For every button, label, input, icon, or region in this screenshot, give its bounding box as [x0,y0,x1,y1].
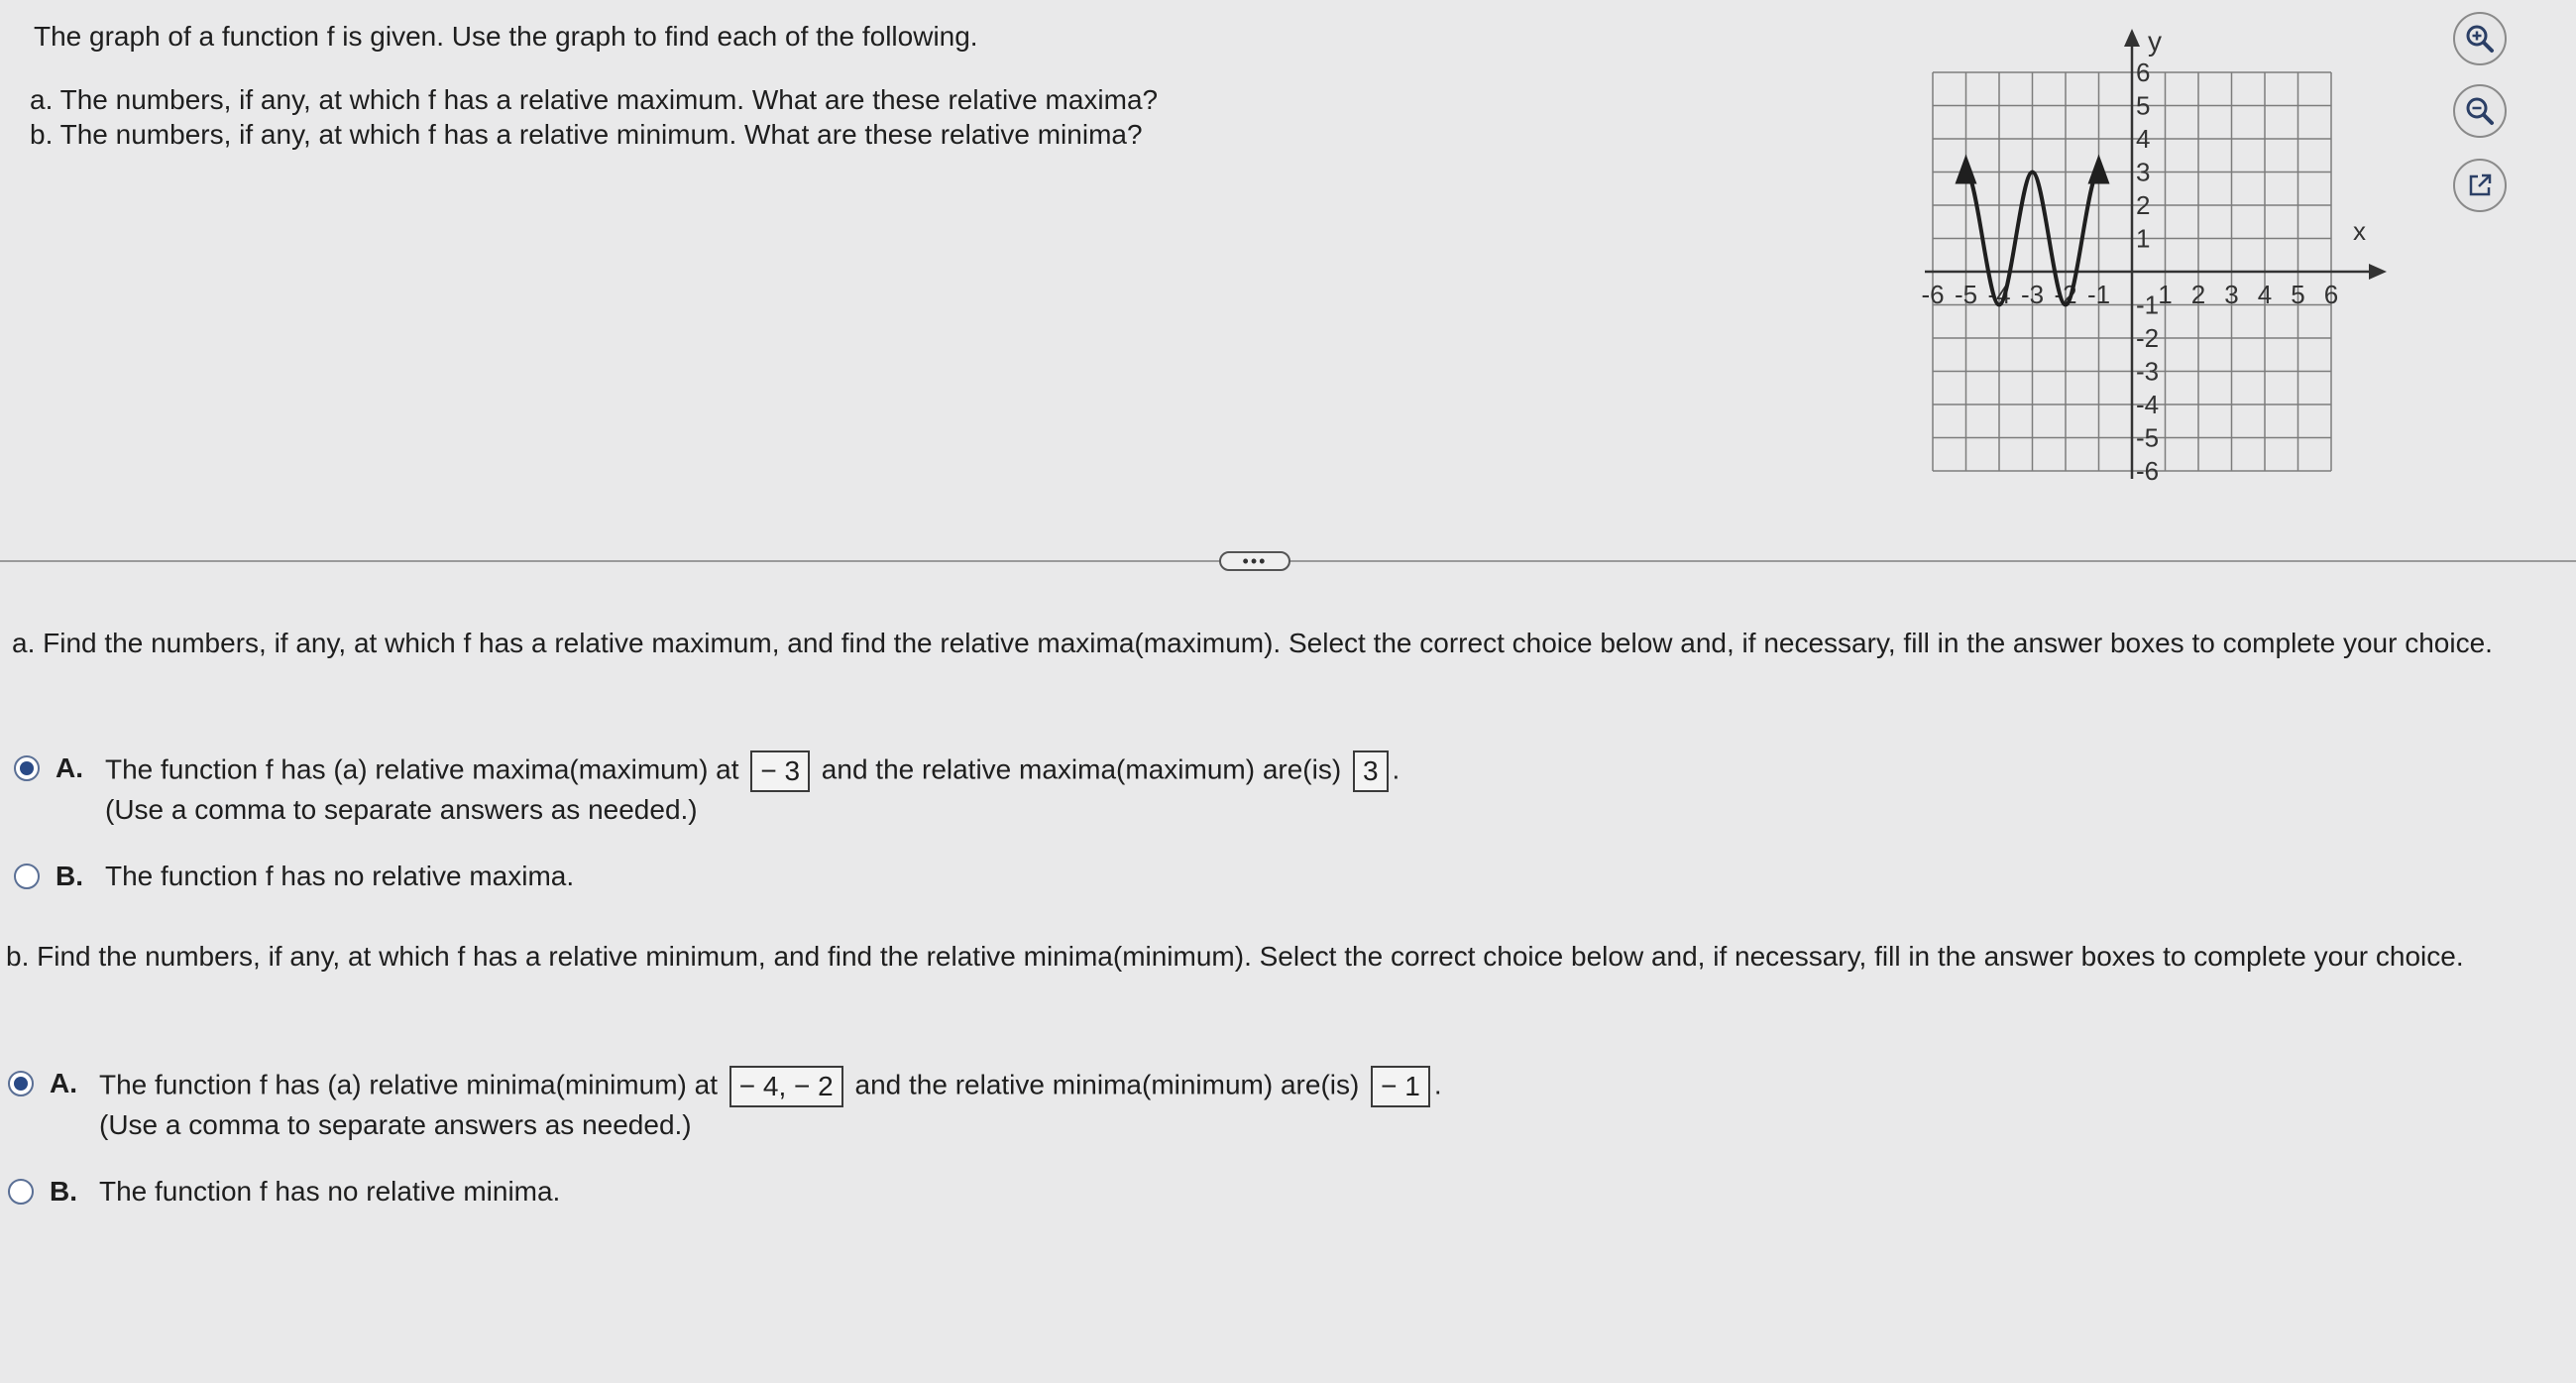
y-tick-label: 4 [2136,124,2151,154]
x-tick-label: -5 [1954,280,1978,309]
x-tick-label: -3 [2020,280,2045,309]
choice-text-before: The function f has (a) relative minima(minimum) at [99,1069,718,1100]
question-a-choice-a-radio[interactable] [14,755,40,781]
answer-box-min-value[interactable]: − 1 [1371,1066,1430,1107]
expand-handle[interactable]: ••• [1219,551,1290,571]
y-tick-label: 1 [2136,223,2151,254]
x-axis-arrow-icon [2369,264,2387,280]
choice-text: The function f has no relative maxima. [105,861,575,891]
choice-text-after: . [1433,1069,1442,1100]
x-tick-label: 2 [2190,280,2206,309]
choice-hint: (Use a comma to separate answers as needed.) [105,794,698,825]
x-tick-label: -2 [2054,280,2077,309]
question-b-choice-b-radio[interactable] [8,1179,34,1205]
choice-body [99,1066,1442,1143]
choice-letter: B. [50,1176,77,1207]
y-tick-label: -5 [2136,422,2160,453]
x-tick-label: 6 [2323,280,2339,309]
y-axis-arrow-icon [2124,29,2140,47]
question-b-prompt: b. Find the numbers, if any, at which f has a relative minimum, and find the relative minima(minimum). Select the correct choice below and, if necessary, fill in the answer boxes to complete your choice. [6,941,2464,972]
y-tick-label: -6 [2136,456,2160,486]
x-tick-label: -1 [2086,280,2111,309]
choice-hint: (Use a comma to separate answers as needed.) [99,1109,692,1140]
x-tick-label: 1 [2158,280,2173,309]
y-tick-label: -4 [2136,390,2160,419]
curve-left-arrow-icon [1956,155,1977,184]
graph-canvas [1903,15,2408,491]
choice-letter: B. [56,861,83,891]
y-tick-label: 6 [2136,58,2151,87]
x-axis-label: x [2353,216,2366,246]
question-a-choice-b-radio[interactable] [14,864,40,889]
x-tick-label: 5 [2291,280,2305,309]
answer-box-max-value[interactable]: 3 [1353,750,1389,792]
y-tick-label: 5 [2136,90,2151,121]
y-tick-label: -3 [2136,356,2160,387]
choice-text-after: . [1392,753,1400,785]
problem-intro: The graph of a function f is given. Use the graph to find each of the following. [34,21,978,52]
y-tick-label: 2 [2136,190,2151,220]
y-tick-label: -1 [2136,289,2160,320]
question-b-choice-a[interactable] [8,1066,1442,1143]
answer-box-max-x[interactable]: − 3 [750,750,810,792]
open-external-button[interactable] [2453,159,2507,212]
question-b-choice-b[interactable] [8,1174,560,1210]
x-tick-label: 4 [2257,280,2273,309]
answer-box-min-x[interactable]: − 4, − 2 [729,1066,843,1107]
question-a-prompt: a. Find the numbers, if any, at which f has a relative maximum, and find the relative maxima(maximum). Select the correct choice below and, if necessary, fill in the answer boxes to complete your choice. [12,628,2493,658]
function-graph [1903,15,2408,491]
choice-letter: A. [56,752,83,783]
choice-text-middle: and the relative maxima(maximum) are(is) [821,753,1342,785]
zoom-out-button[interactable] [2453,84,2507,138]
curve-right-arrow-icon [2088,155,2110,184]
choice-text: The function f has no relative minima. [99,1176,561,1207]
x-tick-label: -6 [1921,280,1945,309]
question-a-choice-a[interactable] [14,750,1400,828]
y-tick-label: 3 [2136,157,2151,187]
x-tick-label: 3 [2224,280,2239,309]
x-tick-label: -4 [1987,280,2011,309]
choice-text-before: The function f has (a) relative maxima(maximum) at [105,753,739,785]
question-a-choice-b[interactable] [14,859,574,894]
problem-part-b: b. The numbers, if any, at which f has a relative minimum. What are these relative minima? [30,119,1143,150]
choice-body [105,750,1400,828]
zoom-in-button[interactable] [2453,12,2507,65]
zoom-in-icon [2463,22,2497,56]
y-axis-label: y [2148,26,2162,57]
question-b-choice-a-radio[interactable] [8,1071,34,1096]
external-link-icon [2463,169,2497,202]
choice-text-middle: and the relative minima(minimum) are(is) [854,1069,1360,1100]
choice-letter: A. [50,1068,77,1098]
problem-part-a: a. The numbers, if any, at which f has a relative maximum. What are these relative maxima? [30,84,1159,115]
y-tick-label: -2 [2136,323,2160,353]
zoom-out-icon [2463,94,2497,128]
